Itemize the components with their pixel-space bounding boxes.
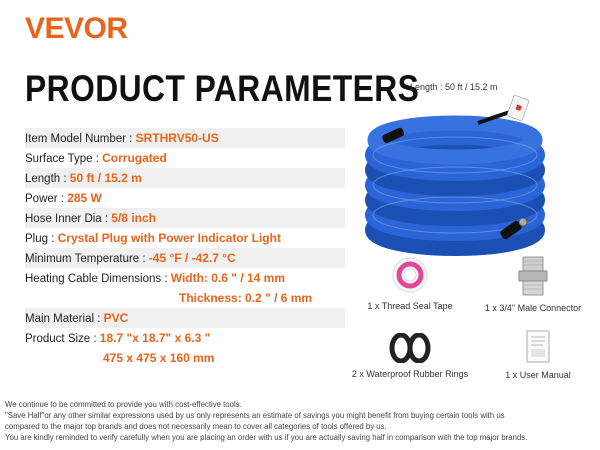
connector-icon: [513, 255, 553, 297]
param-row-size: [25, 328, 345, 368]
param-row-inner-dia: [25, 208, 345, 228]
param-row-cable-dims: [25, 268, 345, 308]
param-label: Hose Inner Dia :: [25, 213, 112, 225]
param-label: Length :: [25, 173, 70, 185]
param-value: 285 W: [67, 191, 102, 205]
accessory-caption: 1 x 3/4" Male Connector: [484, 303, 582, 313]
param-label: Product Size :: [25, 333, 100, 345]
page-title: PRODUCT PARAMETERS: [25, 68, 420, 109]
param-label: Heating Cable Dimensions :: [25, 273, 171, 285]
accessory-caption: 1 x Thread Seal Tape: [367, 301, 453, 311]
param-row-model: [25, 128, 345, 148]
param-value-secondary: 475 x 475 x 160 mm: [103, 351, 215, 365]
accessory-male-connector: [478, 255, 588, 313]
param-label: Minimum Temperature :: [25, 253, 149, 265]
param-row-power: [25, 188, 345, 208]
param-value: Crystal Plug with Power Indicator Light: [57, 231, 281, 245]
param-value: SRTHRV50-US: [135, 131, 219, 145]
param-label: Power :: [25, 193, 68, 205]
disclaimer: [5, 399, 600, 443]
param-value: 5/8 inch: [111, 211, 156, 225]
param-value: PVC: [103, 311, 129, 325]
param-row-surface: [25, 148, 345, 168]
accessory-caption: 2 x Waterproof Rubber Rings: [351, 369, 469, 379]
tape-icon: [390, 255, 430, 295]
param-row-material: [25, 308, 345, 328]
disclaimer-line: compared to the major top brands and does not necessarily mean to cover all categories of tools offered by us.: [5, 422, 387, 431]
rubber-rings-icon: [388, 333, 432, 363]
param-label: Item Model Number :: [25, 133, 136, 145]
param-label: Plug :: [25, 233, 58, 245]
param-value: Width: 0.6 " / 14 mm: [170, 271, 286, 285]
accessory-user-manual: [488, 330, 588, 380]
disclaimer-line: We continue to be committed to provide you with cost-effective tools.: [5, 400, 242, 409]
param-row-length: [25, 168, 345, 188]
brand-logo: VEVOR: [25, 12, 128, 45]
disclaimer-line: You are kindly reminded to verify carefully when you are placing an order with us if you are actually saving half in comparison with the top major brands.: [5, 433, 528, 442]
accessory-caption: 1 x User Manual: [505, 370, 571, 380]
parameter-list: [25, 128, 345, 368]
param-value: 18.7 "x 18.7" x 6.3 ": [99, 331, 211, 345]
param-label: Surface Type :: [25, 153, 103, 165]
param-value: -45 °F / -42.7 °C: [148, 251, 236, 265]
disclaimer-line: "Save Half"or any other similar expressions used by us only represents an estimate of savings you might benefit from buying certain tools with us: [5, 411, 505, 420]
param-row-min-temp: [25, 248, 345, 268]
manual-icon: [523, 330, 553, 364]
param-row-plug: [25, 228, 345, 248]
param-value: 50 ft / 15.2 m: [69, 171, 142, 185]
param-label: Main Material :: [25, 313, 104, 325]
hose-length-label: Length : 50 ft / 15.2 m: [410, 82, 498, 92]
param-value-secondary: Thickness: 0.2 " / 6 mm: [179, 291, 313, 305]
heated-hose-image: [360, 95, 560, 260]
accessory-thread-seal-tape: [360, 255, 460, 311]
accessory-rubber-rings: [348, 333, 472, 379]
param-value: Corrugated: [102, 151, 167, 165]
